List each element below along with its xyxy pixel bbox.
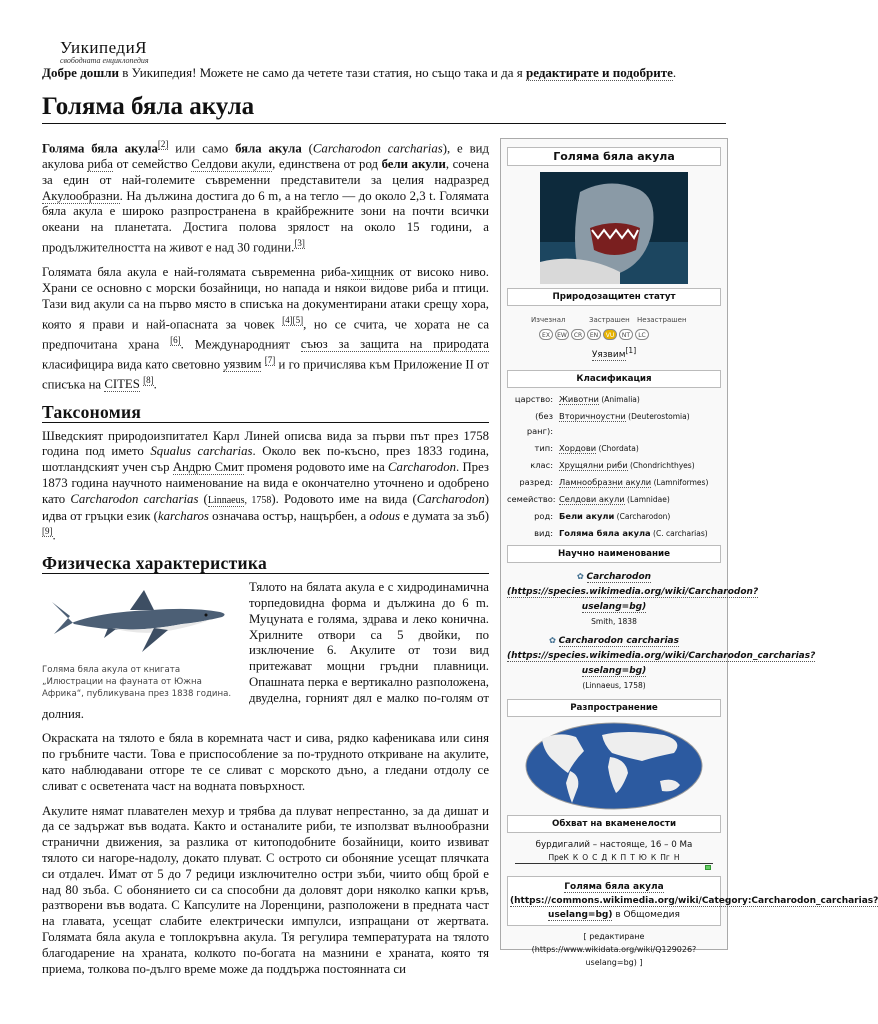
genus-term: бели акули: [381, 157, 446, 172]
taxon-latin: (C. carcharias): [650, 529, 708, 538]
sci-name-species: [501, 631, 816, 695]
link-selachimorpha[interactable]: Акулообразни: [42, 188, 120, 203]
rank-label: род:: [534, 511, 553, 521]
geologic-period[interactable]: ПреК: [548, 853, 569, 862]
classification-heading: Класификация: [507, 370, 721, 388]
text: от семейство: [112, 157, 192, 172]
geologic-period[interactable]: Ю: [638, 853, 647, 862]
author-text: (Linnaeus, 1758): [582, 681, 646, 690]
link-cites[interactable]: CITES: [104, 376, 140, 391]
ref-link[interactable]: [7]: [264, 354, 276, 365]
status-code-ew[interactable]: EW: [555, 329, 569, 340]
welcome-banner: [42, 65, 732, 81]
text: . Международният: [180, 336, 301, 351]
wikispecies-link[interactable]: Carcharodon (https://species.wikimedia.org/wiki/Carcharodon?uselang=bg): [507, 572, 759, 612]
link-predator[interactable]: хищник: [350, 265, 394, 280]
commons-suffix: в Общомедия: [612, 910, 680, 920]
physical-paragraph-3: Акулите нямат плавателен мехур и трябва да плуват непрестанно, за да дишат и да се задържат във водата. Както и останалите риби, те използват вълнообразни странични движения, за разлика от китоподобните бозайници, които извиват тялото си нагоре-надолу, докато плуват. С острото си обоняние усещат плячката си отдалеч. Имат от 5 до 7 редици изключително остри зъби, чиито общ брой е над 80 зъба. С обонянието си са способни да доловят дори няколко капки кръв, разтворени във водата. С Капсулите на Лоренцини, разположени в предната част на главата, усещат слабите електрически импулси, изпращани от жертвата. Голямата бяла акула е топлокръвна акула. Тя регулира температурата на тялото благодарение на храната, колкото по-богата на мазнини е храната, която тя приема, толкова по-дълго време може да поддържа постоянната си: [42, 803, 489, 976]
status-code-nt[interactable]: NT: [619, 329, 633, 340]
text: означава остър, нащърбен, а: [208, 508, 370, 523]
link-lamnidae[interactable]: Селдови акули: [191, 157, 273, 172]
site-name: УикипедиЯ: [60, 38, 148, 57]
status-value-line: [501, 346, 727, 360]
rank-value: [559, 475, 721, 490]
sci-name: Carcharodon: [416, 491, 485, 506]
text: ), е вид акулова: [42, 141, 489, 172]
link-andrew-smith[interactable]: Андрю Смит: [172, 460, 244, 475]
text: . Около век по-късно, през 1833 година, шотландският учен сър: [42, 444, 489, 475]
rank-label: (без ранг):: [526, 411, 553, 436]
geologic-period[interactable]: Т: [630, 853, 635, 862]
status-group-label: Застрашен: [589, 316, 630, 324]
taxon-link[interactable]: Ламнообразни акули: [559, 477, 652, 487]
taxon-link[interactable]: Хрущялни риби: [559, 460, 628, 470]
ref-link[interactable]: [6]: [170, 334, 181, 345]
text: .: [153, 376, 157, 391]
sci-name-genus: [501, 567, 759, 631]
intro-paragraph-1: [42, 137, 489, 256]
wikipedia-logo[interactable]: [60, 38, 149, 65]
rank-value: [559, 492, 721, 507]
status-code-ex[interactable]: EX: [539, 329, 553, 340]
intro-paragraph-2: [42, 265, 489, 393]
geologic-period[interactable]: К: [572, 853, 579, 862]
taxon-link[interactable]: Вторичноустни: [559, 411, 626, 421]
rank-label: тип:: [534, 443, 553, 453]
ref-link[interactable]: [2]: [157, 139, 169, 149]
classification-list: [501, 392, 727, 541]
taxon-link[interactable]: Селдови акули: [559, 494, 625, 504]
text: , но се счита, че хората не са предпочитана храна: [42, 316, 489, 351]
rank-label: семейство:: [507, 494, 556, 504]
ref-link[interactable]: [9]: [42, 526, 53, 537]
lead-term: Голяма бяла акула: [42, 141, 158, 156]
text: , сочена за един от най-големите съвременни представители за целия надразред: [42, 157, 490, 187]
ref-link[interactable]: [1]: [625, 346, 637, 355]
sci-name: Carcharodon carcharias: [70, 491, 199, 506]
status-group-label: Изчезнал: [531, 316, 566, 324]
rank-value: [559, 509, 721, 524]
link-linnaeus[interactable]: Linnaeus: [207, 494, 245, 506]
geologic-period[interactable]: О: [582, 853, 589, 862]
infobox-title: Голяма бяла акула: [507, 147, 721, 166]
classification-row: [507, 441, 721, 456]
classification-row: [507, 475, 721, 490]
geologic-period[interactable]: П: [620, 853, 627, 862]
geologic-period[interactable]: К: [650, 853, 657, 862]
text: (: [301, 141, 313, 156]
site-tagline: свободната енциклопедия: [60, 56, 149, 65]
sci-name: Squalus carcharias: [150, 444, 253, 459]
text: е думата за зъб): [400, 508, 489, 523]
taxon-latin: (Carcharodon): [614, 512, 671, 521]
article-body: [42, 137, 489, 986]
status-code-lc[interactable]: LC: [635, 329, 649, 340]
taxon-link[interactable]: Животни: [559, 394, 599, 404]
rank-value: [559, 526, 721, 541]
page-title: Голяма бяла акула: [42, 93, 726, 124]
status-code-en[interactable]: EN: [587, 329, 601, 340]
link-vulnerable[interactable]: уязвим: [223, 356, 262, 371]
taxonomy-paragraph: [42, 429, 489, 545]
ref-link[interactable]: [4][5]: [282, 314, 304, 325]
shark-illustration-figure[interactable]: [42, 582, 237, 700]
wikidata-edit[interactable]: [ редактиране (https://www.wikidata.org/wiki/Q129026?uselang=bg) ]: [531, 932, 697, 967]
rank-value: [559, 441, 721, 456]
status-group-label: Незастрашен: [637, 316, 687, 324]
text: (: [198, 491, 208, 506]
text: ). Родовото име на вида (: [271, 491, 417, 506]
fossil-range-bar: [515, 864, 713, 870]
status-codes: [539, 329, 649, 340]
shark-photo[interactable]: [540, 172, 688, 284]
geologic-period[interactable]: К: [611, 853, 617, 862]
text: ) идва от гръцки език (: [42, 491, 489, 523]
geologic-period[interactable]: Пг: [660, 853, 670, 862]
geologic-period[interactable]: Н: [673, 853, 680, 862]
taxon-latin: (Chondrichthyes): [627, 461, 695, 470]
wikispecies-link[interactable]: Carcharodon carcharias (https://species.wikimedia.org/wiki/Carcharodon_carcharias?uselang=bg): [507, 636, 816, 676]
taxon-latin: (Chordata): [596, 444, 639, 453]
rank-value: [559, 458, 721, 473]
ref-link[interactable]: [8]: [143, 374, 154, 385]
text: или само: [168, 141, 236, 156]
taxon-latin: (Deuterostomia): [625, 412, 690, 421]
text: , единствена от род: [272, 157, 382, 172]
text: , 1758: [244, 494, 272, 506]
range-marker: [705, 865, 711, 870]
physical-paragraph-2: Окраската на тялото е бяла в коремната част и сива, рядко кафеникава или синя по гръбните части. Това е приспособление за по-трудното откриване на акулите, като наблюдавани отгоре те се сливат с морското дъно, а гледани отдолу се сливат с осветената част на водната повърхност.: [42, 731, 489, 793]
text: . На дължина достига до 6 m, а на тегло — до около 2,3 t. Голямата бяла акула е широко разпространена в крайбрежните зони на почти всички океани на планетата. Достига полова зрялост на около 15 години, а продължителността на живот е над 30 години.: [42, 188, 489, 255]
greek-word: karcharos: [157, 508, 209, 523]
sci-name: Carcharodon carcharias: [312, 141, 443, 156]
fossil-range-heading: Обхват на вкаменелости: [507, 815, 721, 833]
section-heading-taxonomy: Таксономия: [42, 405, 489, 423]
classification-row: [507, 409, 721, 439]
classification-row: [507, 458, 721, 473]
scientific-name-heading: Научно наименование: [507, 545, 721, 563]
alt-term: бяла акула: [235, 141, 302, 156]
rank-label: царство:: [514, 394, 553, 404]
text: .: [52, 528, 56, 543]
link-fish[interactable]: риба: [87, 157, 113, 172]
text: променя родовото име на: [243, 460, 389, 475]
welcome-text: в Уикипедия! Можете не само да четете тази статия, но също така и да я: [119, 65, 526, 80]
geologic-period[interactable]: Д: [601, 853, 608, 862]
sci-name: Carcharodon: [388, 460, 457, 475]
welcome-end: .: [672, 65, 677, 80]
classification-row: [507, 492, 721, 507]
classification-row: [507, 509, 721, 524]
distribution-heading: Разпространение: [507, 699, 721, 717]
status-heading: Природозащитен статут: [507, 288, 721, 306]
text: класифицира вида като световно: [42, 356, 224, 371]
text: . През 1873 година научното наименование на вида е окончателно уточнено и одобрено като: [42, 460, 489, 506]
greek-word: odous: [369, 508, 400, 523]
fossil-range-text: бурдигалий – настояще, 16 – 0 Ma: [535, 840, 693, 850]
link-iucn[interactable]: съюз за защита на природата: [300, 336, 489, 351]
rank-value: [559, 409, 721, 439]
ref-link[interactable]: [3]: [294, 238, 305, 249]
distribution-map[interactable]: [524, 721, 704, 811]
rank-label: вид:: [534, 528, 553, 538]
text: Шведският природоизпитател Карл Линей описва вида за първи път през 1758 година под името: [42, 428, 489, 459]
geologic-period[interactable]: С: [592, 853, 598, 862]
physical-paragraph-1: Тялото на бялата акула е с хидродинамична торпедовидна форма и дължина до 6 m. Муцуната е голяма, здрава и леко конична. Хрилните отвори са 5 двойки, по изключение 6. Акулите от този вид притежават мощни гръдни плавници. Опашната перка е вертикално разположена, двуделна, горният дял е малко по-голям от долния.: [42, 580, 489, 721]
figure-caption: Голяма бяла акула от книгата „Илюстрации на фауната от Южна Африка“, публикувана през 1838 година.: [42, 665, 232, 700]
text: от високо ниво. Храни се основно с морски бозайници, но напада и някои видове риба и птици. Тази вид акули са на първо място в списъка на документирани атаки срещу хора, която я прави и най-опасната за човек: [42, 265, 490, 331]
geologic-timeline: [515, 852, 713, 864]
taxon-latin: (Lamnidae): [624, 495, 670, 504]
species-infobox: [500, 138, 878, 967]
taxon-latin: (Animalia): [598, 395, 640, 404]
wikispecies-icon: ✿: [549, 635, 556, 645]
conservation-status-scale: [501, 310, 727, 366]
rank-label: клас:: [530, 460, 553, 470]
status-code-cr[interactable]: CR: [571, 329, 585, 340]
taxon-link[interactable]: Хордови: [559, 443, 597, 453]
classification-row: [507, 526, 721, 541]
taxon-link[interactable]: Бели акули: [559, 511, 615, 521]
commons-link[interactable]: Голяма бяла акула (https://commons.wikimedia.org/wiki/Category:Carcharodon_carcharias?uselang=bg): [510, 882, 878, 920]
edit-link[interactable]: редактирате и подобрите: [525, 65, 673, 80]
taxon-link: Голяма бяла акула: [559, 528, 651, 538]
welcome-bold: Добре дошли: [42, 65, 120, 80]
text: и го причислява към Приложение II от списъка на: [42, 356, 489, 391]
wikispecies-icon: ✿: [576, 571, 584, 581]
classification-row: [507, 392, 721, 407]
commons-box: [507, 876, 878, 926]
taxon-latin: (Lamniformes): [651, 478, 709, 487]
section-heading-physical: Физическа характеристика: [42, 556, 489, 574]
status-code-vu[interactable]: VU: [603, 329, 617, 340]
shark-illustration-image: [42, 582, 237, 660]
rank-value: [559, 392, 721, 407]
status-value[interactable]: Уязвим: [591, 350, 626, 360]
text: Голямата бяла акула е най-голямата съвременна риба-: [42, 265, 351, 280]
author-text: Smith, 1838: [591, 617, 637, 626]
rank-label: разред:: [519, 477, 553, 487]
